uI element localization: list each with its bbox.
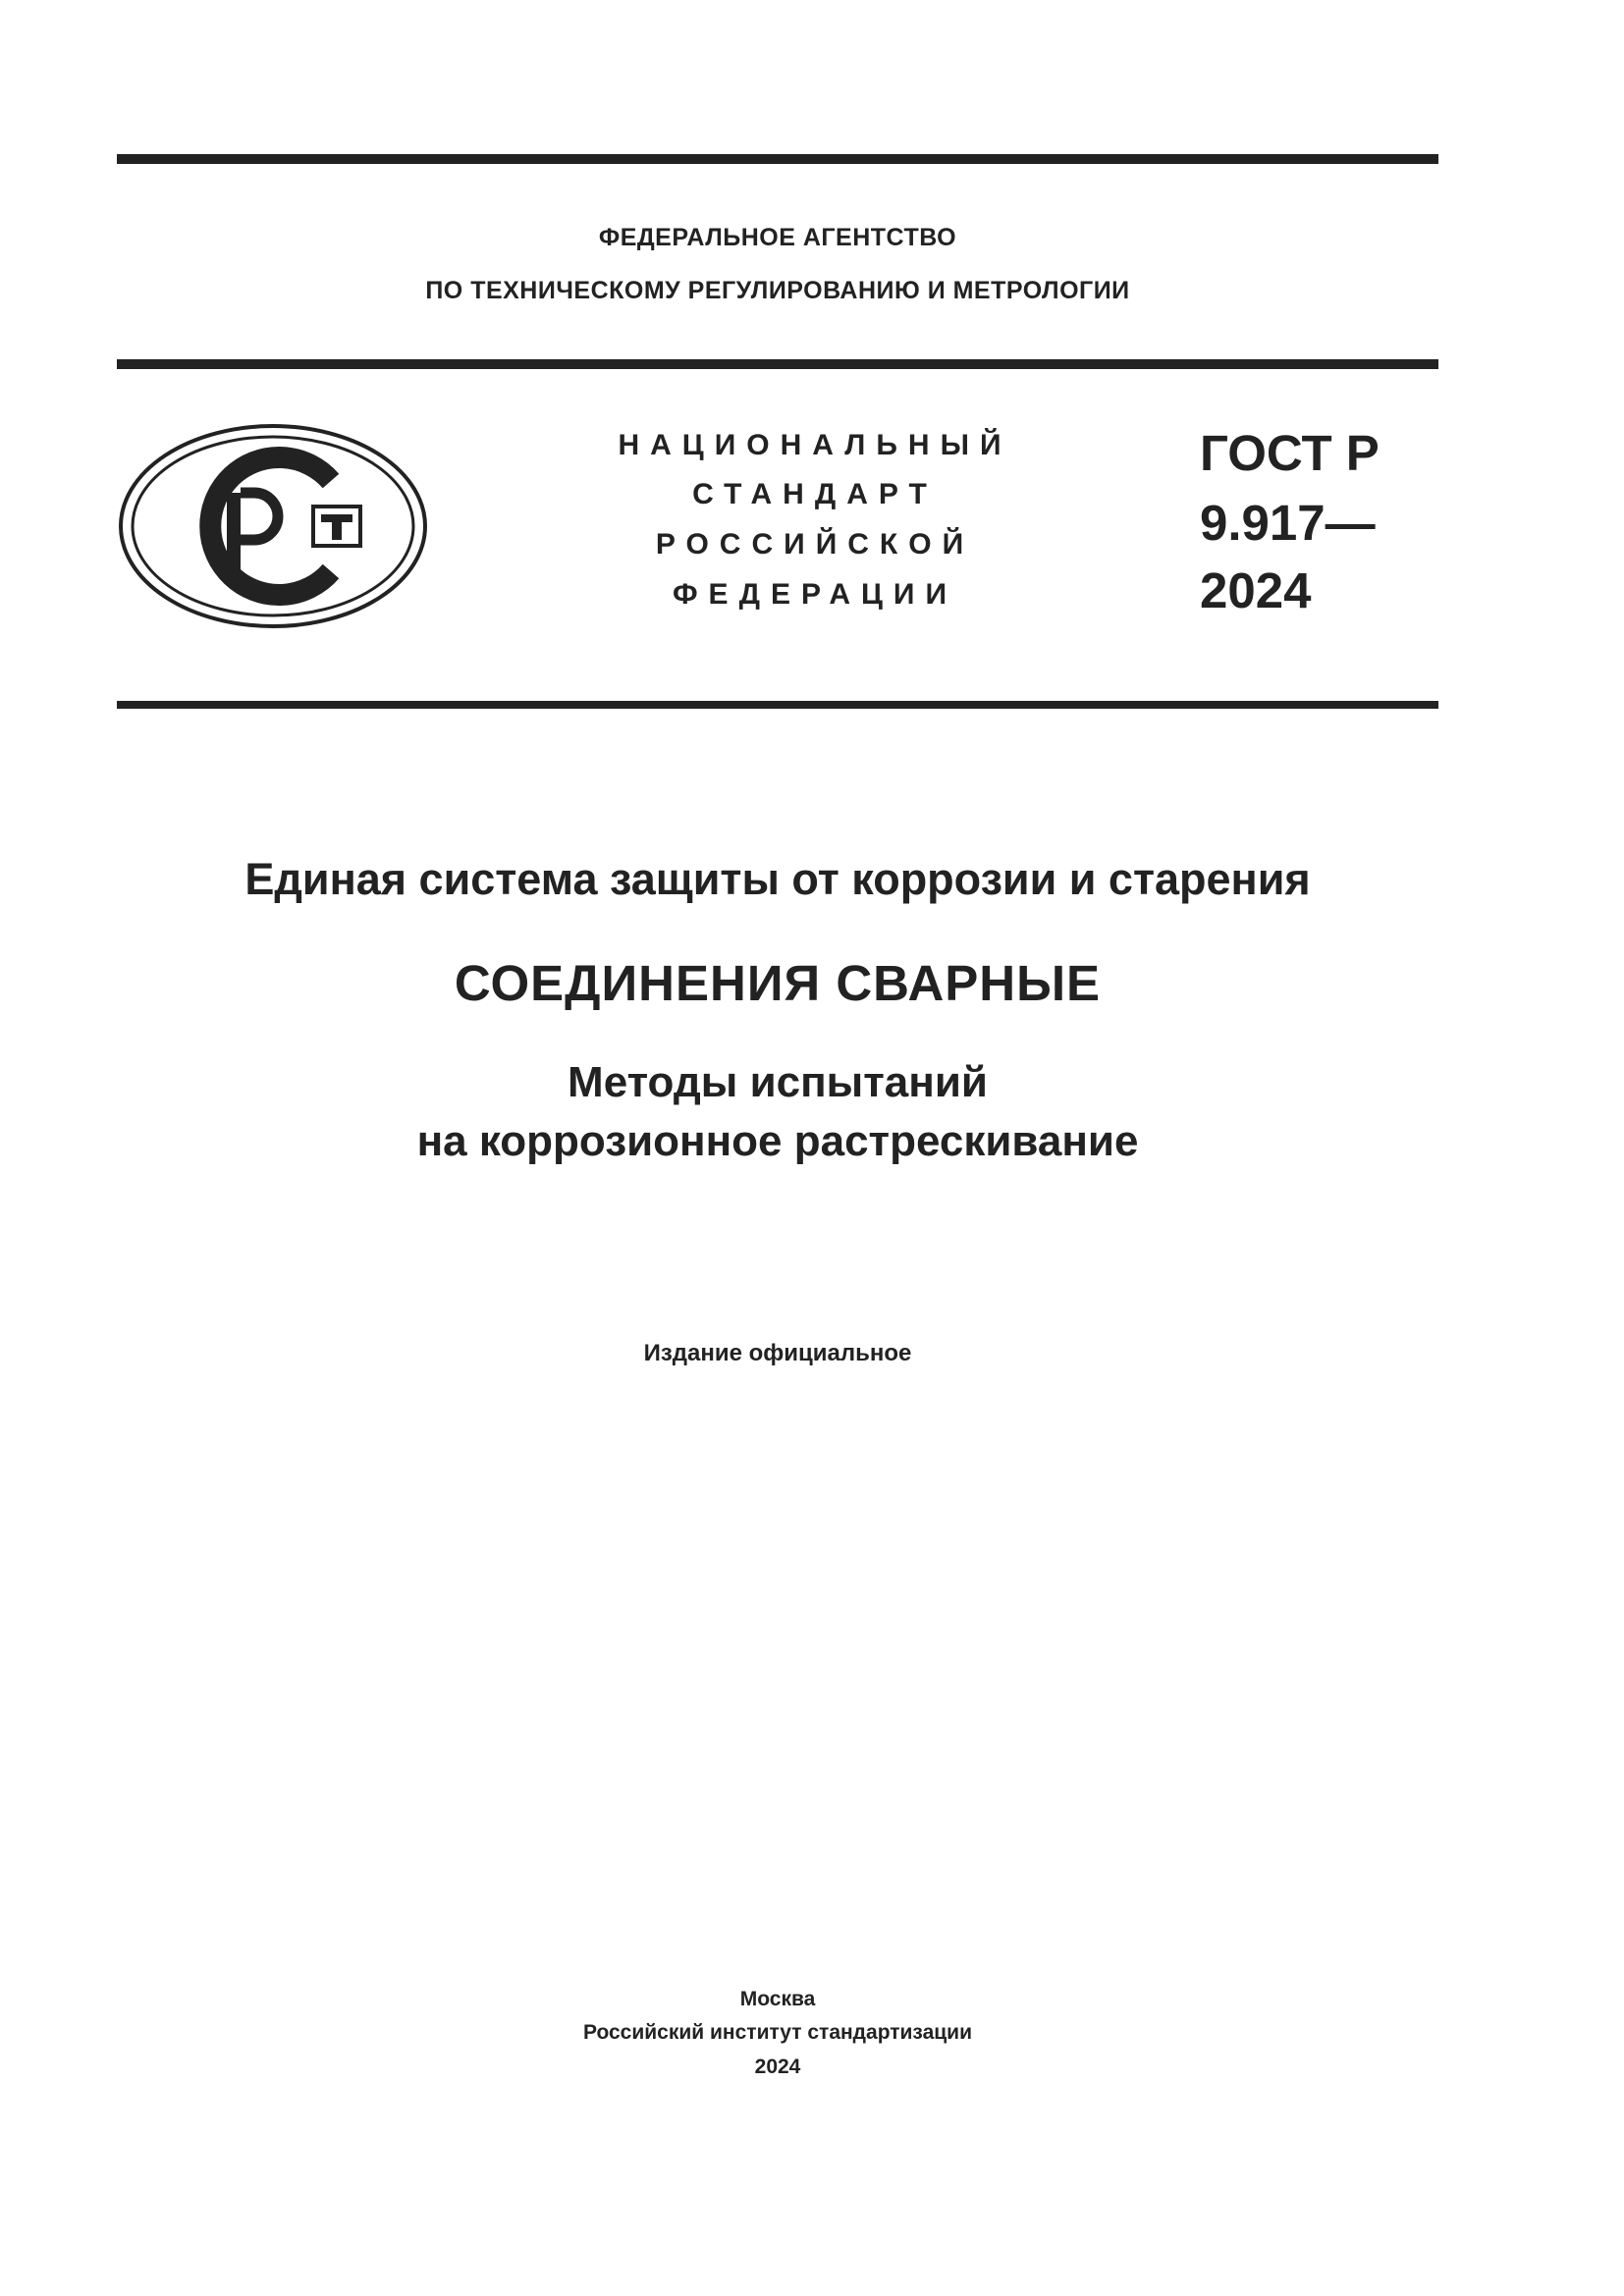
national-standard-line-2: СТАНДАРТ xyxy=(692,478,938,510)
agency-name-line-2: ПО ТЕХНИЧЕСКОМУ РЕГУЛИРОВАНИЮ И МЕТРОЛОГИИ xyxy=(425,277,1130,304)
publisher-organization: Российский институт стандартизации xyxy=(582,2021,973,2044)
middle-divider xyxy=(117,359,1438,369)
rst-certification-logo-icon xyxy=(117,422,429,630)
bottom-divider xyxy=(117,701,1438,709)
subtitle-line-1: Методы испытаний xyxy=(568,1058,988,1106)
main-title: СОЕДИНЕНИЯ СВАРНЫЕ xyxy=(454,955,1102,1011)
publisher-city: Москва xyxy=(739,1988,816,2010)
national-standard-line-1: НАЦИОНАЛЬНЫЙ xyxy=(618,429,1012,461)
agency-name-line-1: ФЕДЕРАЛЬНОЕ АГЕНТСТВО xyxy=(598,224,957,251)
standard-designation-line-2: 9.917— xyxy=(1200,495,1376,551)
system-title: Единая система защиты от коррозии и старения xyxy=(244,854,1311,904)
national-standard-line-4: ФЕДЕРАЦИИ xyxy=(672,578,958,611)
national-standard-line-3: РОССИЙСКОЙ xyxy=(655,528,975,561)
publication-year: 2024 xyxy=(754,2056,801,2078)
standard-designation-line-1: ГОСТ Р xyxy=(1200,425,1380,481)
edition-label: Издание официальное xyxy=(643,1340,912,1366)
subtitle-line-2: на коррозионное растрескивание xyxy=(416,1117,1139,1165)
top-divider xyxy=(117,154,1438,164)
standard-designation-line-3: 2024 xyxy=(1200,562,1312,618)
